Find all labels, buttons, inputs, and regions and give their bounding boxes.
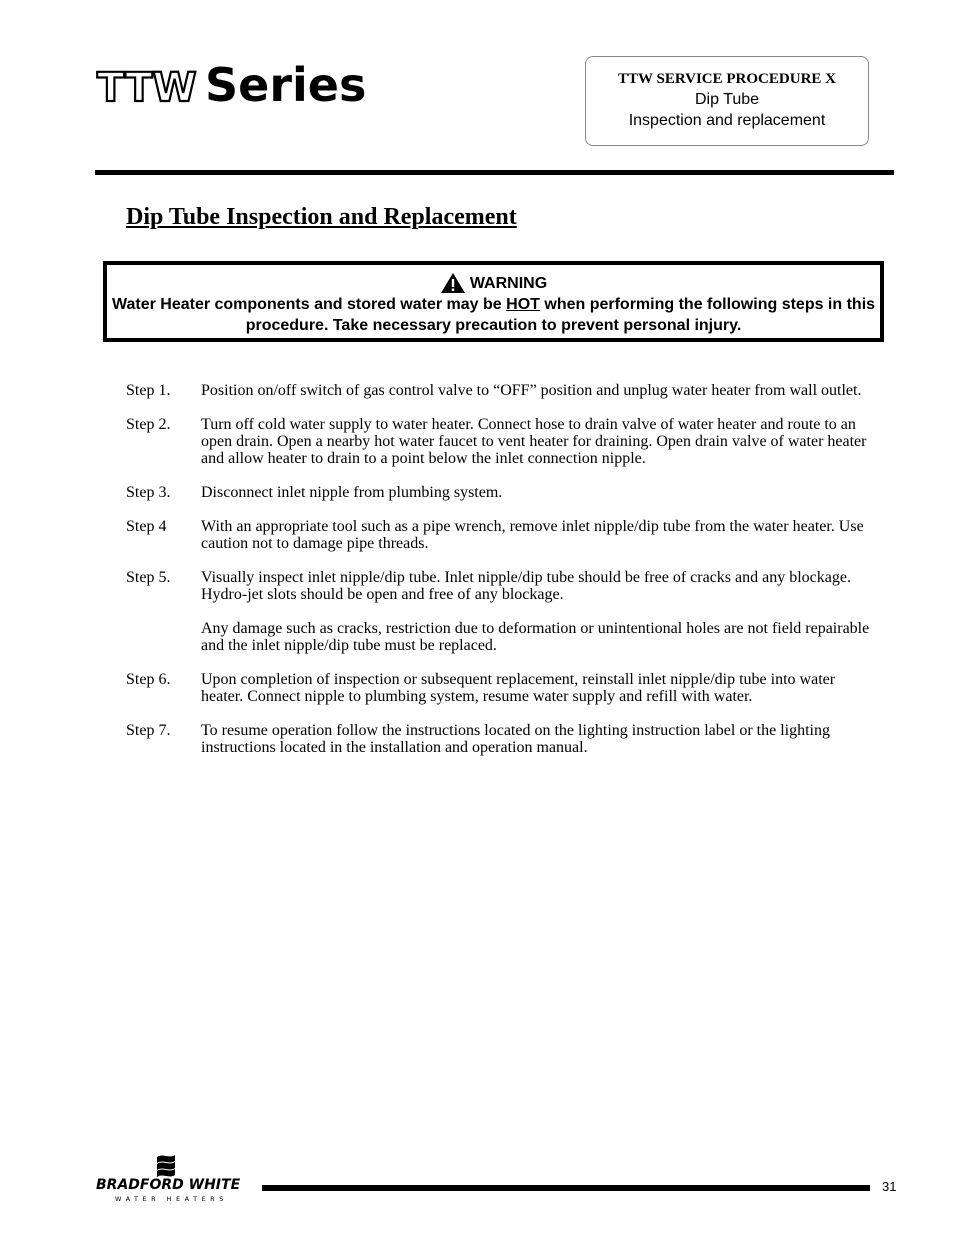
step-label: Step 7. <box>126 722 171 739</box>
step-label: Step 3. <box>126 484 171 501</box>
step-6 <box>126 671 876 705</box>
step-text <box>201 722 876 756</box>
warning-text-end: when performing the following steps in this procedure. Take necessary precaution to prevent personal injury. <box>245 296 876 334</box>
step-label: Step 5. <box>126 569 171 586</box>
warning-triangle-icon <box>440 272 466 294</box>
step-paragraph: Visually inspect inlet nipple/dip tube. Inlet nipple/dip tube should be free of cracks and any blockage. Hydro-jet slots should be open and free of any blockage. <box>201 569 851 603</box>
logo-series-text: Series <box>205 58 367 112</box>
step-4 <box>126 518 876 552</box>
step-paragraph: Any damage such as cracks, restriction due to deformation or unintentional holes are not field repairable and the inlet nipple/dip tube must be replaced. <box>201 620 870 654</box>
step-label: Step 4 <box>126 518 167 535</box>
step-5 <box>126 569 876 654</box>
procedure-box <box>585 56 869 146</box>
ttw-logo-icon <box>95 63 199 107</box>
step-text <box>201 569 876 654</box>
warning-title: WARNING <box>469 274 548 292</box>
warning-box <box>103 261 884 342</box>
warning-text <box>107 294 880 336</box>
procedure-title: TTW SERVICE PROCEDURE X <box>618 71 836 87</box>
procedure-subject: Dip Tube <box>694 91 760 108</box>
step-paragraph: Turn off cold water supply to water heater. Connect hose to drain valve of water heater and route to an open drain. Open a nearby hot water faucet to vent heater for draining. Open drain valve of water heater and allow heater to drain to a point below the inlet connection nipple. <box>201 416 867 467</box>
step-paragraph: To resume operation follow the instructions located on the lighting instruction label or the lighting instructions located in the installation and operation manual. <box>201 722 830 756</box>
ttw-series-logo <box>95 58 367 112</box>
step-label: Step 6. <box>126 671 171 688</box>
brand-name: BRADFORD WHITE <box>96 1177 241 1193</box>
bradford-white-logo <box>95 1152 255 1204</box>
warning-text-start: Water Heater components and stored water may be <box>111 296 507 313</box>
footer-divider <box>262 1185 870 1191</box>
step-3 <box>126 484 876 501</box>
warning-title-row <box>107 272 880 294</box>
warning-hot-text: HOT <box>506 296 540 313</box>
svg-text:TTW: TTW <box>97 65 197 107</box>
step-text <box>201 382 876 399</box>
procedure-description: Inspection and replacement <box>628 112 826 129</box>
header-divider <box>95 170 894 175</box>
page-number: 31 <box>882 1179 897 1194</box>
procedure-steps <box>126 382 876 773</box>
step-paragraph: With an appropriate tool such as a pipe wrench, remove inlet nipple/dip tube from the water heater. Use caution not to damage pipe threads. <box>201 518 864 552</box>
step-paragraph: Position on/off switch of gas control valve to “OFF” position and unplug water heater from wall outlet. <box>201 382 862 399</box>
page-title: Dip Tube Inspection and Replacement <box>126 204 517 230</box>
step-7 <box>126 722 876 756</box>
brand-subtitle: WATER HEATERS <box>115 1195 228 1203</box>
step-label: Step 1. <box>126 382 171 399</box>
step-paragraph: Upon completion of inspection or subsequent replacement, reinstall inlet nipple/dip tube into water heater. Connect nipple to plumbing system, resume water supply and refill with water. <box>201 671 836 705</box>
step-text <box>201 484 876 501</box>
step-text <box>201 671 876 705</box>
flame-icon <box>157 1155 175 1177</box>
step-label: Step 2. <box>126 416 171 433</box>
step-text <box>201 518 876 552</box>
step-text <box>201 416 876 467</box>
step-1 <box>126 382 876 399</box>
step-paragraph: Disconnect inlet nipple from plumbing system. <box>201 484 503 501</box>
step-2 <box>126 416 876 467</box>
